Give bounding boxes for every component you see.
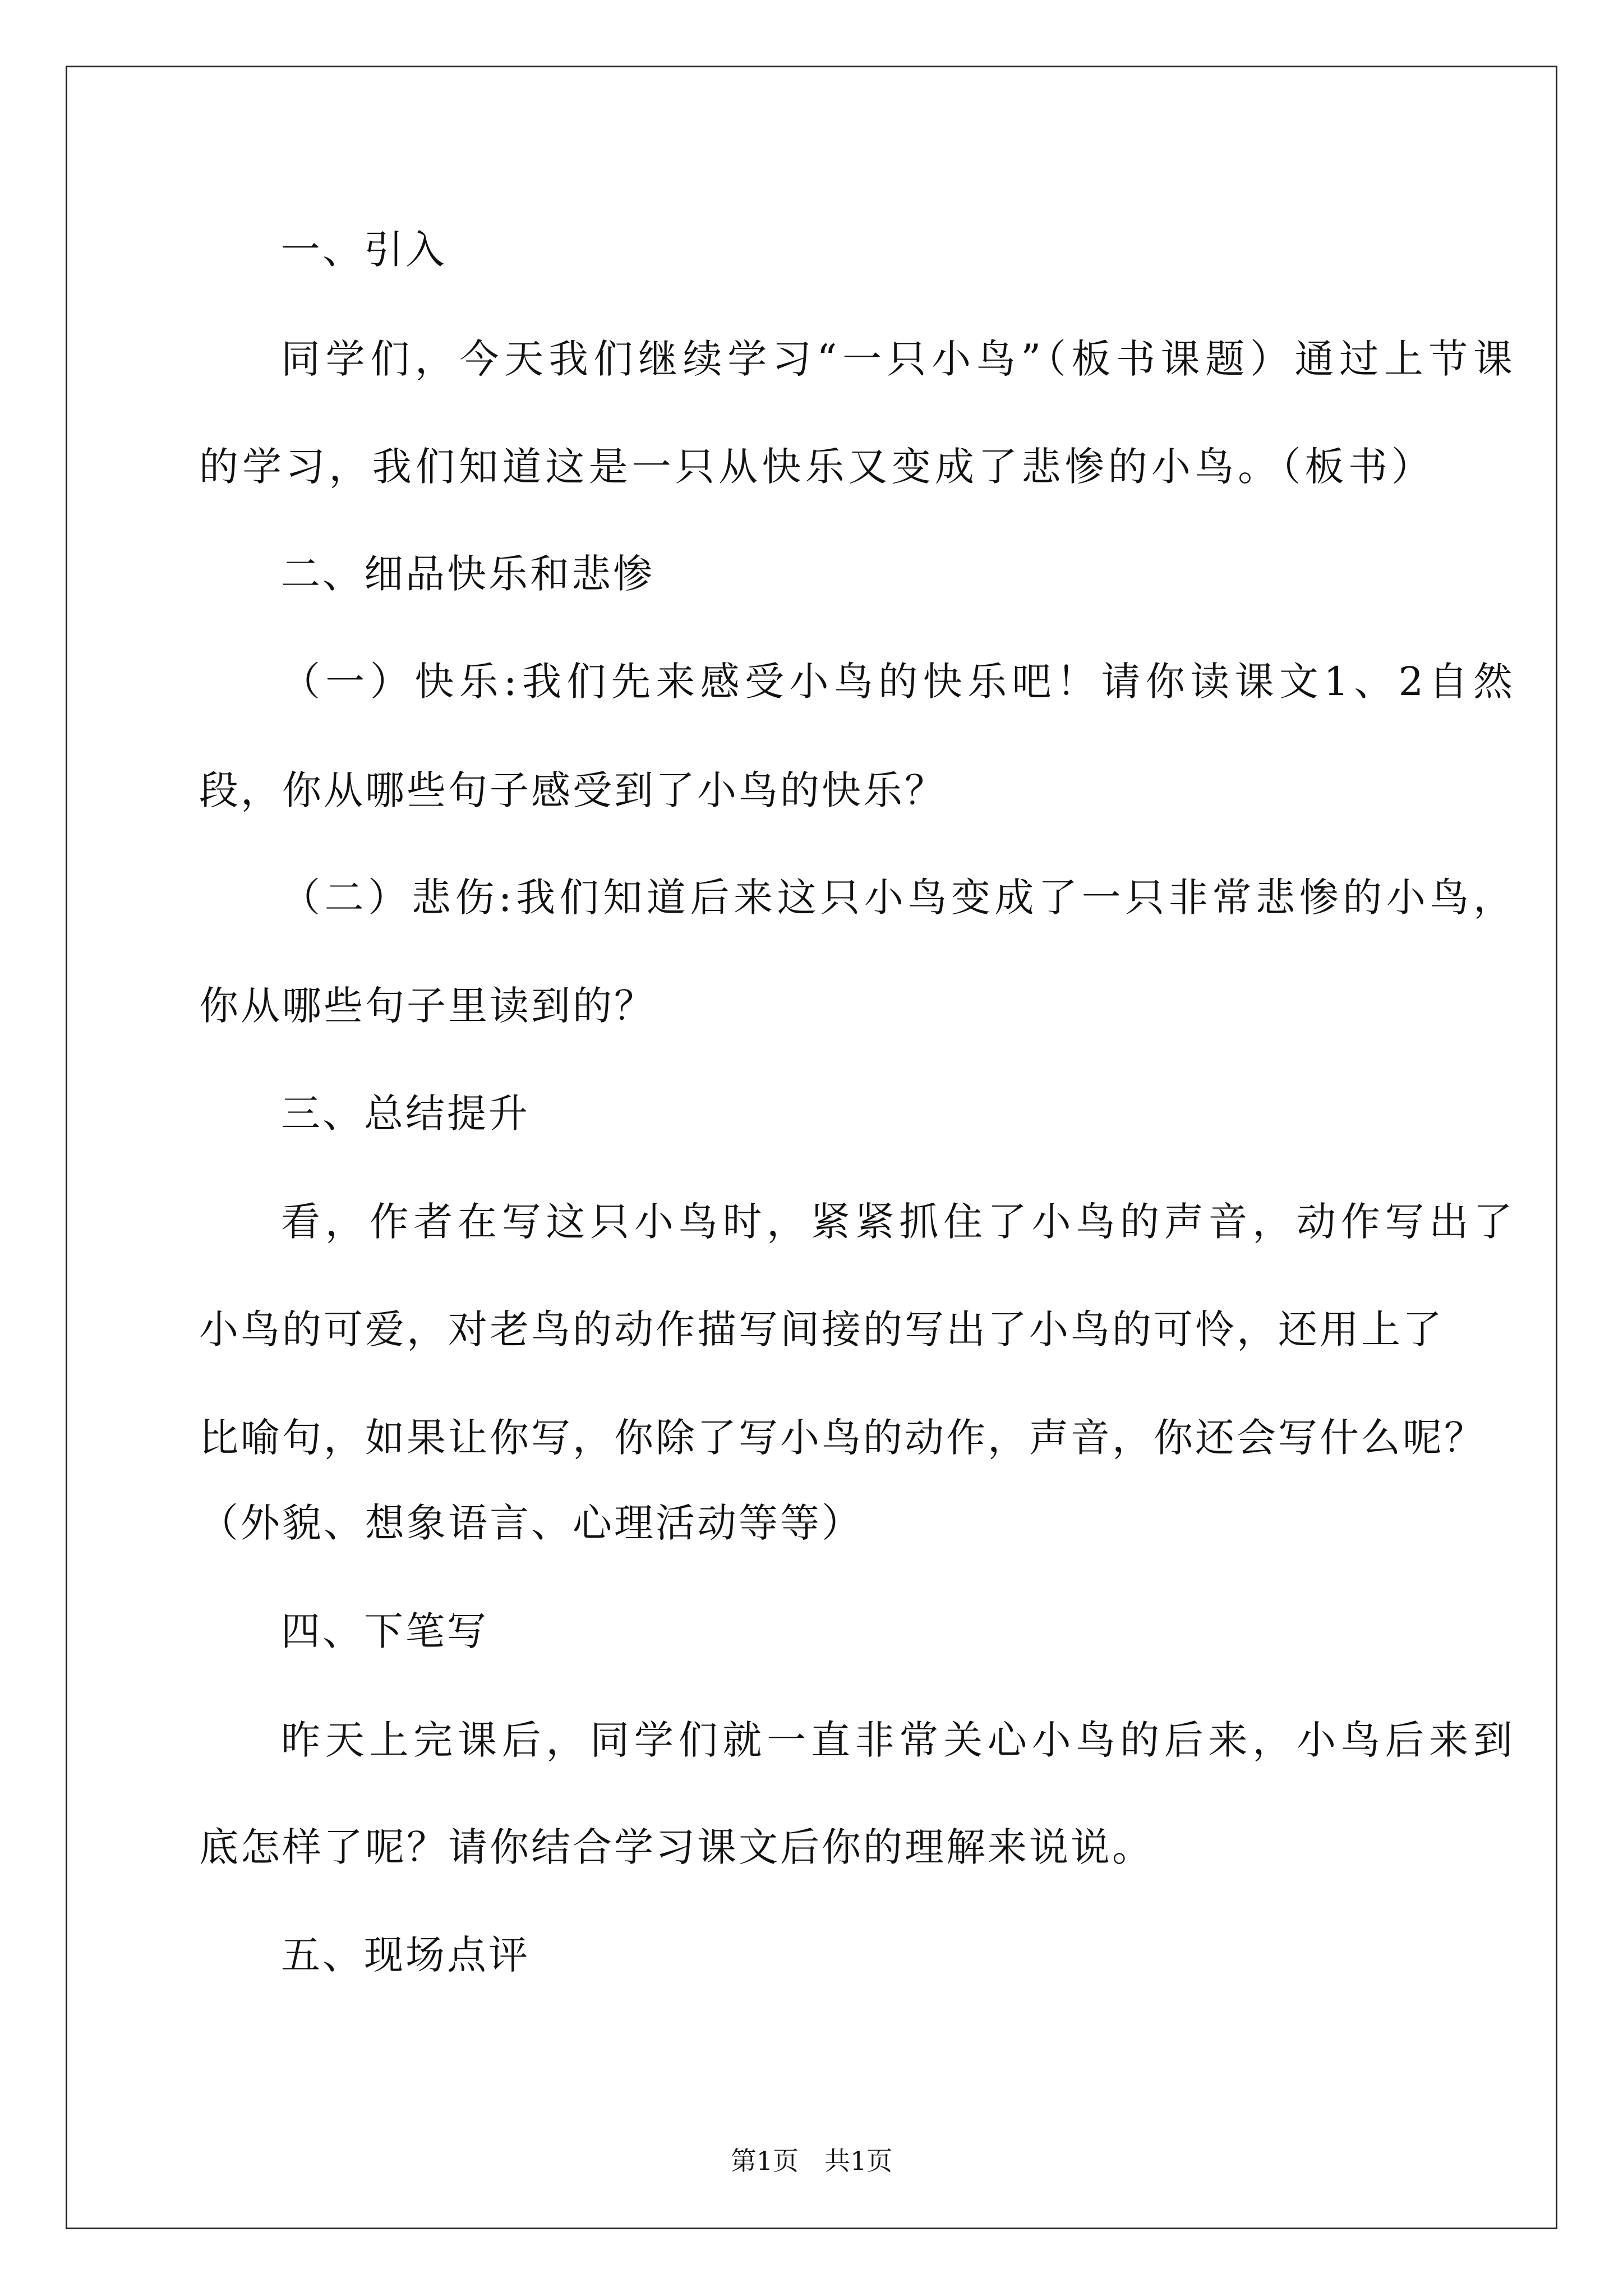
heading-section-two: 二、细品快乐和悲惨 <box>281 551 654 597</box>
paragraph-line: 段，你从哪些句子感受到了小鸟的快乐？ <box>199 767 946 813</box>
paragraph-line: 同学们，今天我们继续学习“一只小鸟”（板书课题）通过上节课 <box>281 336 1515 382</box>
paragraph-line: （外貌、想象语言、心理活动等等） <box>199 1500 863 1546</box>
heading-introduction: 一、引入 <box>281 227 447 273</box>
paragraph-line: （一）快乐:我们先来感受小鸟的快乐吧！请你读课文1、2自然 <box>281 659 1515 705</box>
paragraph-line: 底怎样了呢？请你结合学习课文后你的理解来说说。 <box>199 1824 1154 1870</box>
paragraph-line: 的学习，我们知道这是一只从快乐又变成了悲惨的小鸟。（板书） <box>199 444 1433 490</box>
page-number-footer: 第1页 共1页 <box>730 2146 893 2176</box>
heading-section-four: 四、下笔写 <box>281 1608 488 1654</box>
paragraph-line: 你从哪些句子里读到的？ <box>199 983 656 1029</box>
paragraph-line: （二）悲伤:我们知道后来这只小鸟变成了一只非常悲惨的小鸟， <box>281 875 1515 921</box>
heading-section-five: 五、现场点评 <box>281 1932 530 1978</box>
paragraph-line: 昨天上完课后，同学们就一直非常关心小鸟的后来，小鸟后来到 <box>281 1717 1515 1763</box>
paragraph-line: 小鸟的可爱，对老鸟的动作描写间接的写出了小鸟的可怜，还用上了 <box>199 1306 1444 1352</box>
page-border <box>66 66 1557 2229</box>
heading-section-three: 三、总结提升 <box>281 1091 530 1137</box>
paragraph-line: 看，作者在写这只小鸟时，紧紧抓住了小鸟的声音，动作写出了 <box>281 1199 1515 1245</box>
paragraph-line: 比喻句，如果让你写，你除了写小鸟的动作，声音，你还会写什么呢？ <box>199 1415 1486 1461</box>
